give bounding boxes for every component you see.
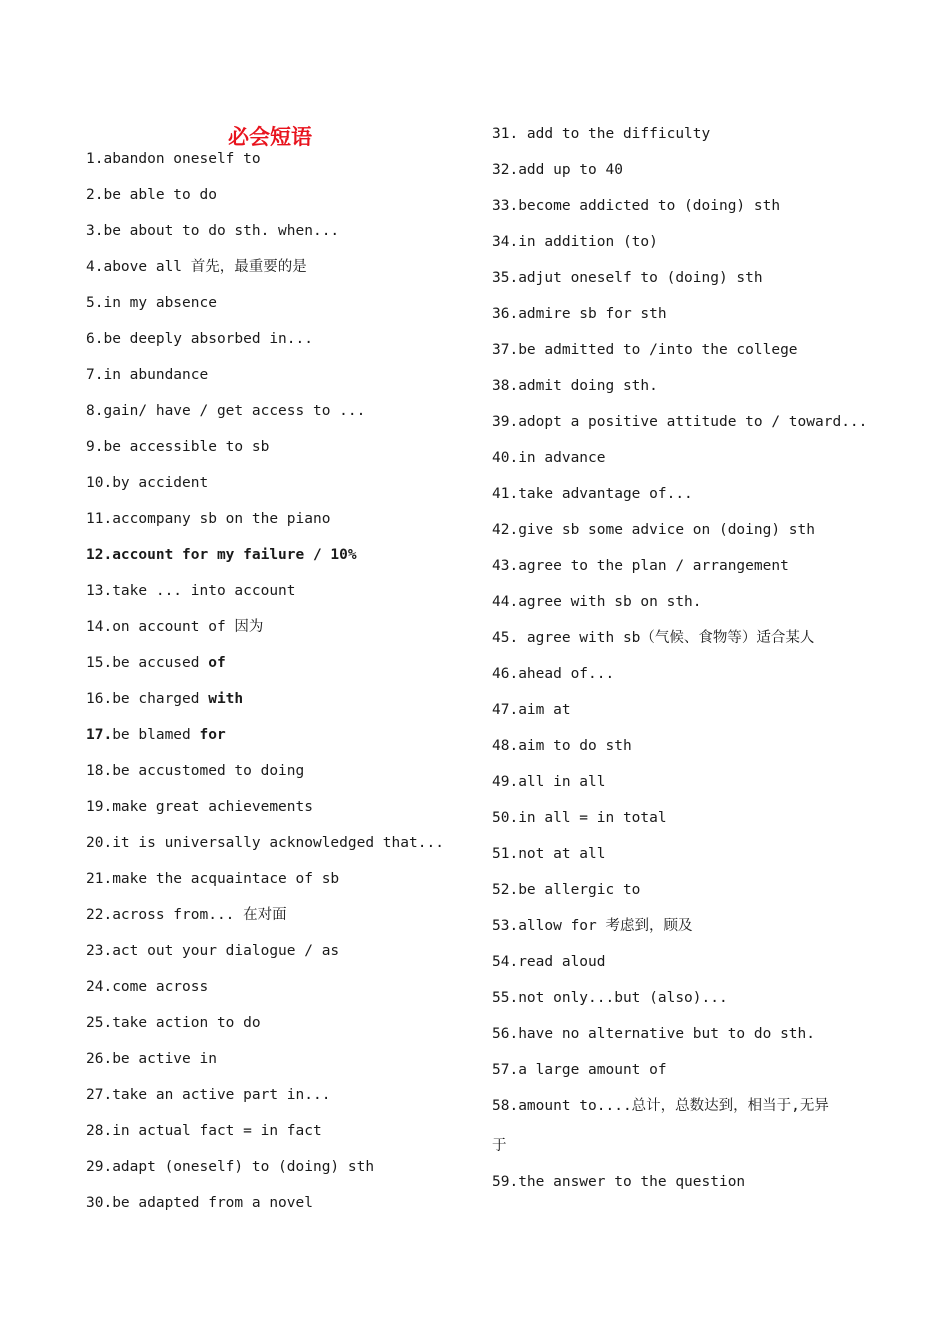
list-item: 25.take action to do — [86, 1015, 261, 1031]
list-item: 29.adapt (oneself) to (doing) sth — [86, 1159, 375, 1175]
list-item: 56.have no alternative but to do sth. — [492, 1026, 816, 1042]
list-item: 14.on account of 因为 — [86, 619, 264, 635]
list-item: 38.admit doing sth. — [492, 378, 658, 394]
list-item: 12.account for my failure / 10% — [86, 547, 357, 563]
list-item: 54.read aloud — [492, 954, 606, 970]
list-item: 33.become addicted to (doing) sth — [492, 198, 781, 214]
list-item: 21.make the acquaintace of sb — [86, 871, 340, 887]
list-item: 30.be adapted from a novel — [86, 1195, 313, 1211]
list-item: 47.aim at — [492, 702, 571, 718]
list-item: 40.in advance — [492, 450, 606, 466]
list-item-text: 16.be charged — [86, 691, 209, 707]
list-item: 37.be admitted to /into the college — [492, 342, 798, 358]
list-item: 8.gain/ have / get access to ... — [86, 403, 366, 419]
list-item: 31. add to the difficulty — [492, 126, 711, 142]
list-item: 51.not at all — [492, 846, 606, 862]
list-item: 32.add up to 40 — [492, 162, 623, 178]
list-item — [86, 727, 444, 744]
list-item: 18.be accustomed to doing — [86, 763, 305, 779]
list-item-continuation: 于 — [492, 1138, 507, 1154]
list-item: 53.allow for 考虑到，顾及 — [492, 918, 693, 934]
list-item: 24.come across — [86, 979, 209, 995]
list-item: 22.across from... 在对面 — [86, 907, 287, 923]
list-item: 52.be allergic to — [492, 882, 641, 898]
list-item — [86, 655, 444, 672]
list-item-number: 17. — [86, 727, 113, 743]
list-item: 34.in addition (to) — [492, 234, 658, 250]
list-item: 3.be about to do sth. when... — [86, 223, 340, 239]
list-item-emphasis: for — [199, 727, 226, 743]
list-item-emphasis: with — [208, 691, 244, 707]
list-item-text: 15.be accused — [86, 655, 209, 671]
list-item: 27.take an active part in... — [86, 1087, 331, 1103]
page-title: 必会短语 — [228, 125, 312, 149]
list-item: 46.ahead of... — [492, 666, 615, 682]
list-item: 43.agree to the plan / arrangement — [492, 558, 789, 574]
list-item: 55.not only...but (also)... — [492, 990, 728, 1006]
list-item: 42.give sb some advice on (doing) sth — [492, 522, 816, 538]
list-item: 41.take advantage of... — [492, 486, 693, 502]
list-item-text: be blamed — [112, 727, 200, 743]
list-item: 20.it is universally acknowledged that... — [86, 835, 444, 851]
list-item: 6.be deeply absorbed in... — [86, 331, 313, 347]
list-item: 1.abandon oneself to — [86, 151, 261, 167]
list-item: 48.aim to do sth — [492, 738, 632, 754]
list-item: 49.all in all — [492, 774, 606, 790]
list-item: 26.be active in — [86, 1051, 217, 1067]
list-item: 36.admire sb for sth — [492, 306, 667, 322]
phrase-list-left — [86, 151, 444, 1231]
list-item: 28.in actual fact = in fact — [86, 1123, 322, 1139]
list-item: 23.act out your dialogue / as — [86, 943, 340, 959]
list-item: 57.a large amount of — [492, 1062, 667, 1078]
list-item: 45. agree with sb（气候、食物等）适合某人 — [492, 630, 815, 646]
list-item: 4.above all 首先，最重要的是 — [86, 259, 307, 275]
list-item: 50.in all = in total — [492, 810, 667, 826]
list-item: 11.accompany sb on the piano — [86, 511, 331, 527]
list-item: 13.take ... into account — [86, 583, 296, 599]
list-item: 9.be accessible to sb — [86, 439, 270, 455]
list-item: 7.in abundance — [86, 367, 209, 383]
list-item: 59.the answer to the question — [492, 1174, 746, 1190]
list-item: 19.make great achievements — [86, 799, 313, 815]
list-item: 44.agree with sb on sth. — [492, 594, 702, 610]
list-item: 10.by accident — [86, 475, 209, 491]
list-item: 35.adjut oneself to (doing) sth — [492, 270, 763, 286]
list-item-emphasis: of — [208, 655, 226, 671]
list-item — [492, 1098, 872, 1155]
list-item — [86, 691, 444, 708]
list-item: 2.be able to do — [86, 187, 217, 203]
list-item: 39.adopt a positive attitude to / toward... — [492, 414, 868, 430]
phrase-list-right — [492, 126, 872, 1210]
list-item-text: 58.amount to....总计，总数达到，相当于,无异 — [492, 1098, 829, 1114]
list-item: 5.in my absence — [86, 295, 217, 311]
